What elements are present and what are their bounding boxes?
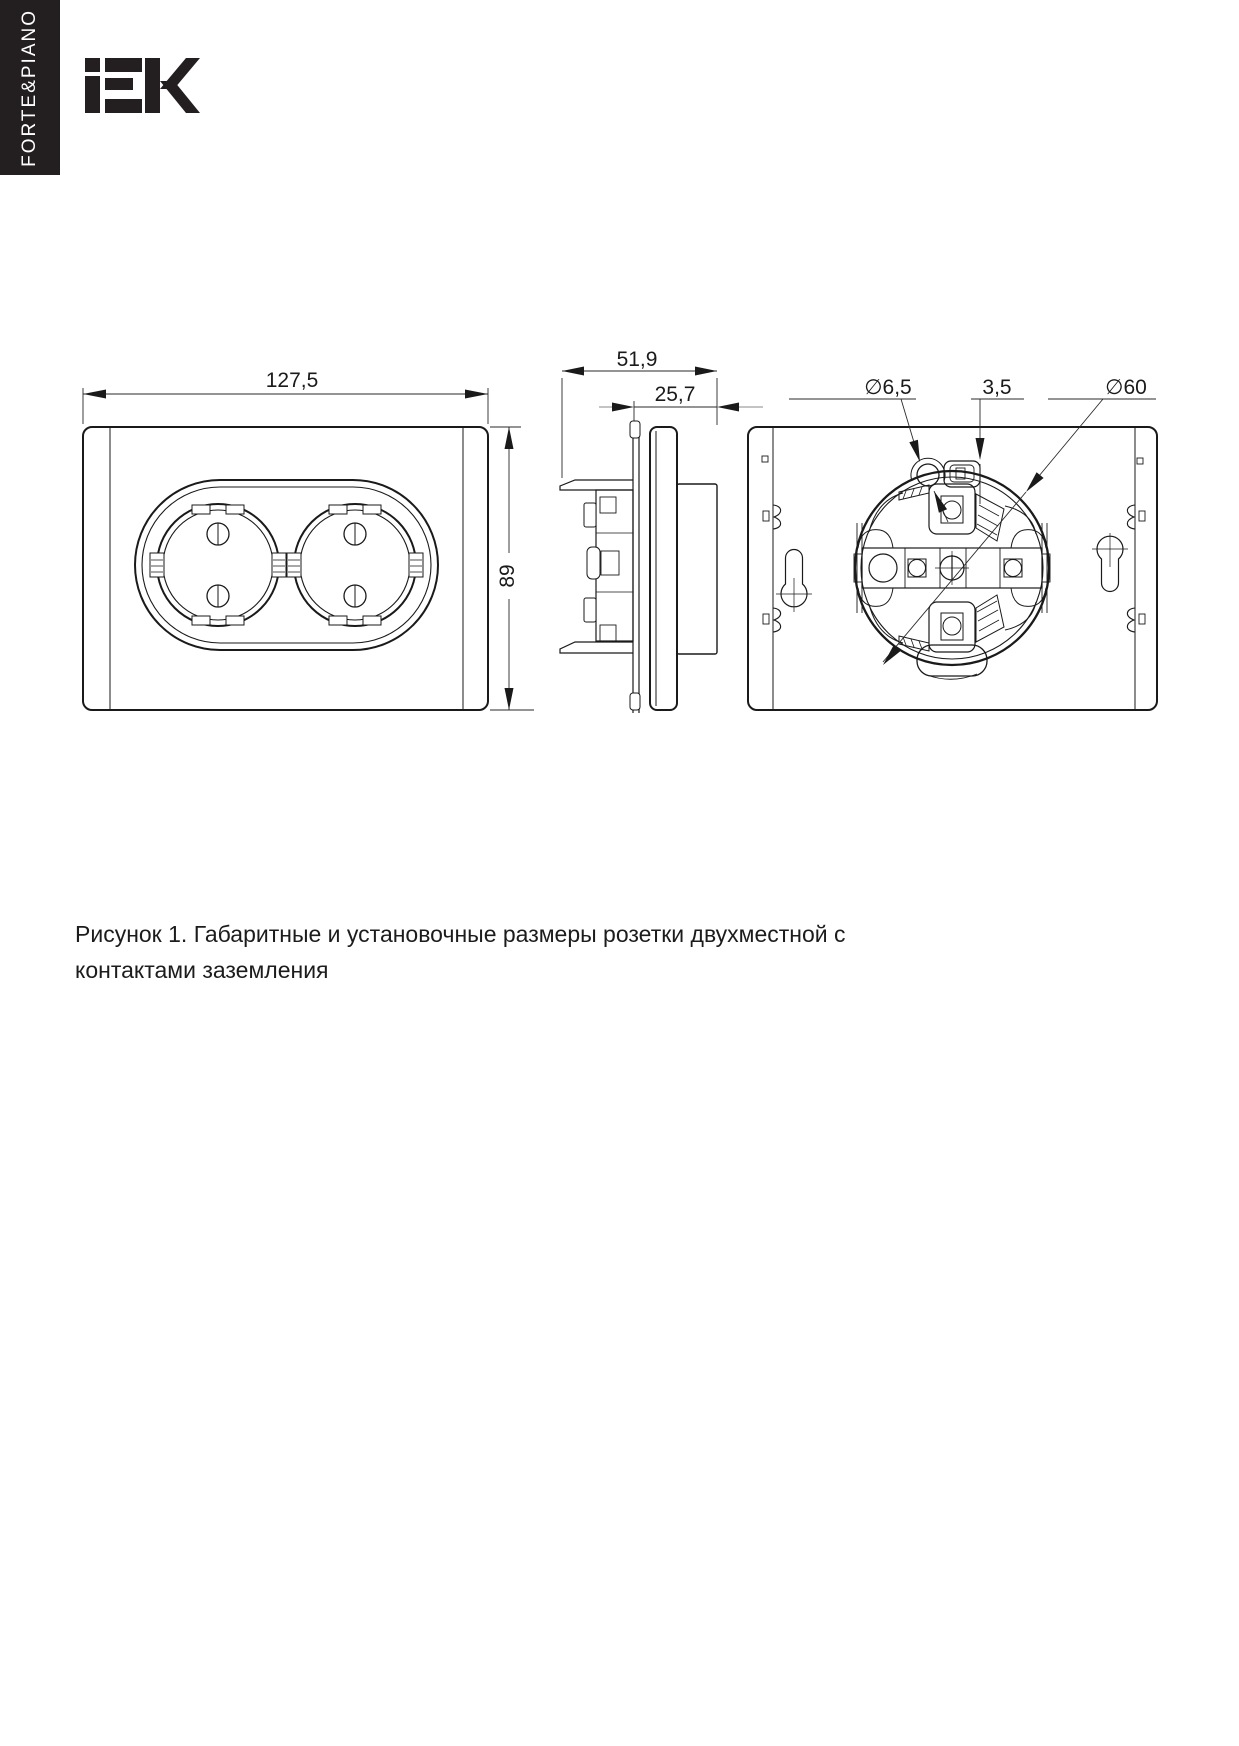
dimensional-drawing [0,0,1239,780]
side-view [560,348,763,713]
box-diameter-label: ∅60 [1105,376,1147,399]
top-claw-profile [560,480,633,490]
front-width-dimension [83,369,488,424]
back-view [748,376,1157,710]
front-height-dimension [490,427,534,710]
side-mechanism-label: 25,7 [654,383,696,406]
gap-callout [971,376,1024,504]
support-frame [633,423,639,713]
mechanism-side-details [584,490,633,641]
terminal-strip [854,548,1050,588]
ear-hole-label: ∅6,5 [864,376,912,399]
box-diameter-callout [883,376,1156,665]
ear-hole-callout [789,376,948,522]
figure-caption: Рисунок 1. Габаритные и установочные размеры розетки двухместной с контактами заземления [75,921,846,983]
front-view [83,369,534,710]
side-mechanism-dimension [599,383,763,423]
side-depth-label: 51,9 [616,348,658,371]
series-label: FORTE&PIANO [19,8,40,167]
cover-plate-profile [650,427,677,710]
earthing-clips [150,553,423,577]
bottom-claw-profile [560,642,633,653]
front-width-label: 127,5 [265,369,319,392]
mechanism-box-profile [677,484,717,654]
gap-label: 3,5 [982,376,1012,399]
front-height-label: 89 [496,564,519,588]
